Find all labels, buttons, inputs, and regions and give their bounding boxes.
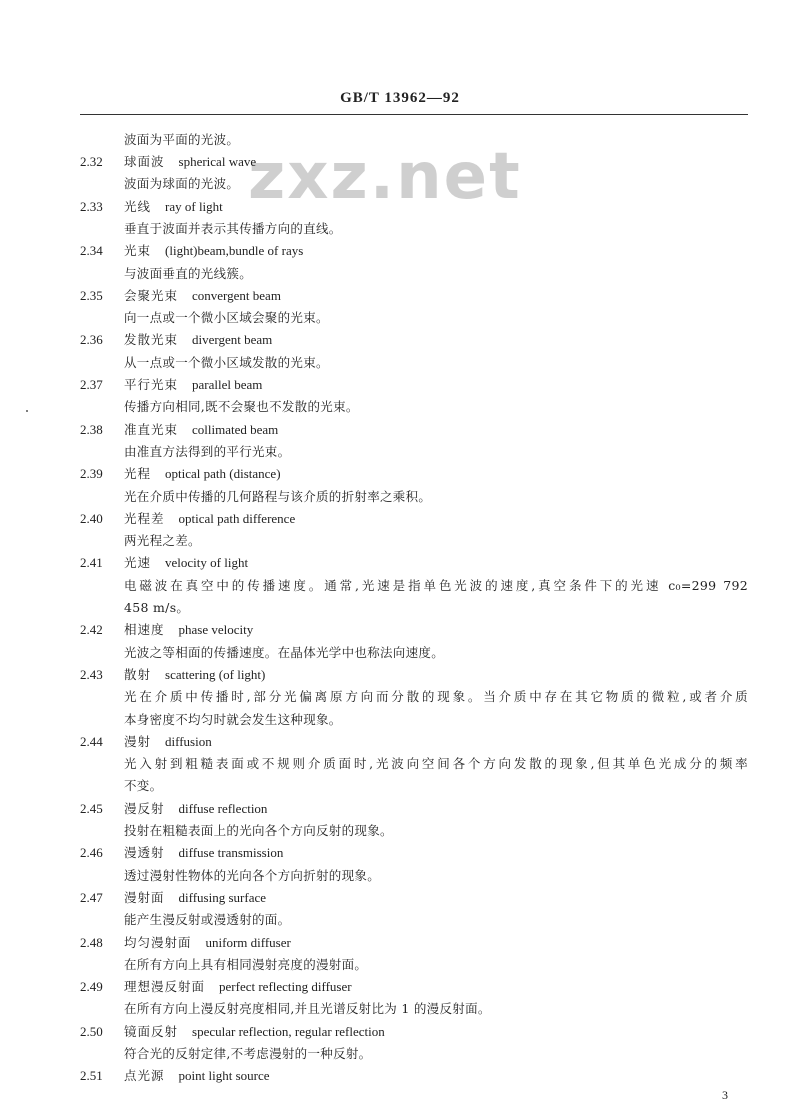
entry-number: 2.51 [80,1068,103,1084]
entry-number: 2.39 [80,466,103,482]
entry-definition: 符合光的反射定律,不考虑漫射的一种反射。 [124,1046,372,1061]
entry-definition: 光波之等相面的传播速度。在晶体光学中也称法向速度。 [124,644,445,660]
entry-heading [124,152,256,172]
entry-term: 漫射面 [124,889,165,905]
entry-number: 2.33 [80,198,103,214]
entry-english-term: velocity of light [165,555,249,571]
entry-term: 点光源 [124,1068,165,1084]
entry-term: 球面波 [124,154,165,169]
entry-english-term: scattering (of light) [165,666,266,682]
entry-term: 光程差 [124,510,165,526]
entry-term: 光程 [124,466,152,482]
entry-english-term: phase velocity [178,622,254,638]
entry-term: 漫透射 [124,845,165,861]
entry-english-term: (light)beam,bundle of rays [165,243,304,259]
entry-term: 均匀漫射面 [124,934,192,950]
entry-heading [124,888,266,908]
entry-number: 2.46 [80,845,103,861]
entry-english-term: diffusion [165,733,212,749]
entry-english-term: collimated beam [192,421,279,437]
entry-term: 镜面反射 [124,1023,179,1039]
entry-term: 会聚光束 [124,287,179,303]
entry-definition: 与波面垂直的光线簇。 [124,265,253,281]
entry-english-term: perfect reflecting diffuser [219,979,352,995]
entry-english-term: diffusing surface [178,889,266,905]
entry-english-term: ray of light [165,198,223,214]
entry-english-term: parallel beam [192,377,263,392]
entry-term: 理想漫反射面 [124,979,206,995]
entry-number: 2.36 [80,332,103,348]
entry-definition: 光在介质中传播时,部分光偏离原方向而分散的现象。当介质中存在其它物质的微粒,或者介质 [124,689,748,705]
entry-term: 散射 [124,666,152,682]
entry-term: 光速 [124,555,152,571]
entry-heading [124,665,265,685]
entry-english-term: uniform diffuser [205,934,291,950]
entry-number: 2.35 [80,287,103,303]
entry-english-term: specular reflection, regular reflection [192,1023,385,1039]
entry-definition: 波面为球面的光波。 [124,176,240,192]
entry-definition: 不变。 [124,778,163,794]
entry-term: 相速度 [124,622,165,638]
entry-definition: 458 m/s。 [124,600,190,615]
entry-definition: 本身密度不均匀时就会发生这种现象。 [124,711,342,727]
entry-term: 光线 [124,198,152,214]
watermark: zxz.net [248,140,522,214]
entry-number: 2.44 [80,733,103,749]
entry-number: 2.49 [80,979,103,995]
entry-heading [124,1022,385,1042]
entry-heading [124,420,278,440]
entry-heading [124,933,291,953]
entry-heading [124,330,272,350]
entry-number: 2.34 [80,243,103,259]
entry-term: 漫反射 [124,800,165,816]
entry-definition: 透过漫射性物体的光向各个方向折射的现象。 [124,867,381,883]
entry-english-term: optical path (distance) [165,466,281,482]
entry-heading [124,620,253,640]
entry-english-term: optical path difference [178,510,296,526]
entry-heading [124,241,303,261]
entry-heading [124,509,295,529]
page-number: 3 [722,1088,728,1102]
entry-definition: 两光程之差。 [124,533,201,549]
entry-heading [124,197,223,217]
entry-english-term: diffuse reflection [178,800,268,816]
entry-term: 发散光束 [124,332,179,348]
entry-heading [124,843,283,863]
entry-term: 漫射 [124,733,152,749]
entry-heading [124,1066,270,1086]
entry-definition: 由准直方法得到的平行光束。 [124,443,291,459]
entry-number: 2.43 [80,666,103,682]
entry-heading [124,799,267,819]
entry-number: 2.32 [80,154,103,169]
entry-definition: 投射在粗糙表面上的光向各个方向反射的现象。 [124,823,393,838]
entry-english-term: diffuse transmission [178,845,284,861]
header-rule [80,114,748,115]
entry-number: 2.42 [80,622,103,638]
standard-code-header: GB/T 13962—92 [340,90,460,106]
entry-definition: 能产生漫反射或漫透射的面。 [124,912,291,928]
entry-english-term: divergent beam [192,332,273,348]
entry-term: 光束 [124,243,152,259]
entry-heading [124,286,281,306]
entry-term: 平行光束 [124,377,179,392]
entry-definition: 电磁波在真空中的传播速度。通常,光速是指单色光波的速度,真空条件下的光速 c₀=299 792 [124,577,748,593]
entry-english-term: point light source [178,1068,270,1084]
entry-heading [124,553,248,573]
entry-definition: 在所有方向上具有相同漫射亮度的漫射面。 [124,956,368,972]
entry-definition: 从一点或一个微小区域发散的光束。 [124,354,329,370]
entry-number: 2.47 [80,889,103,905]
entry-number: 2.40 [80,510,103,526]
intro-definition: 波面为平面的光波。 [124,132,240,147]
entry-definition: 垂直于波面并表示其传播方向的直线。 [124,220,342,236]
entry-number: 2.41 [80,555,103,571]
entry-heading [124,732,212,752]
entry-definition: 传播方向相同,既不会聚也不发散的光束。 [124,399,359,415]
entry-heading [124,977,352,997]
entry-english-term: spherical wave [178,154,257,169]
entry-definition: 光入射到粗糙表面或不规则介质面时,光波向空间各个方向发散的现象,但其单色光成分的频率 [124,756,748,772]
entry-number: 2.37 [80,377,103,392]
entry-heading [124,464,281,484]
entry-definition: 光在介质中传播的几何路程与该介质的折射率之乘积。 [124,488,432,504]
entry-definition: 在所有方向上漫反射亮度相同,并且光谱反射比为 1 的漫反射面。 [124,1001,491,1017]
entry-term: 准直光束 [124,421,179,437]
entry-number: 2.45 [80,800,103,816]
entry-english-term: convergent beam [192,287,281,303]
entry-heading [124,375,262,395]
scan-speck [26,410,28,412]
entry-number: 2.50 [80,1023,103,1039]
entry-number: 2.38 [80,421,103,437]
entry-number: 2.48 [80,934,103,950]
entry-definition: 向一点或一个微小区域会聚的光束。 [124,310,329,326]
